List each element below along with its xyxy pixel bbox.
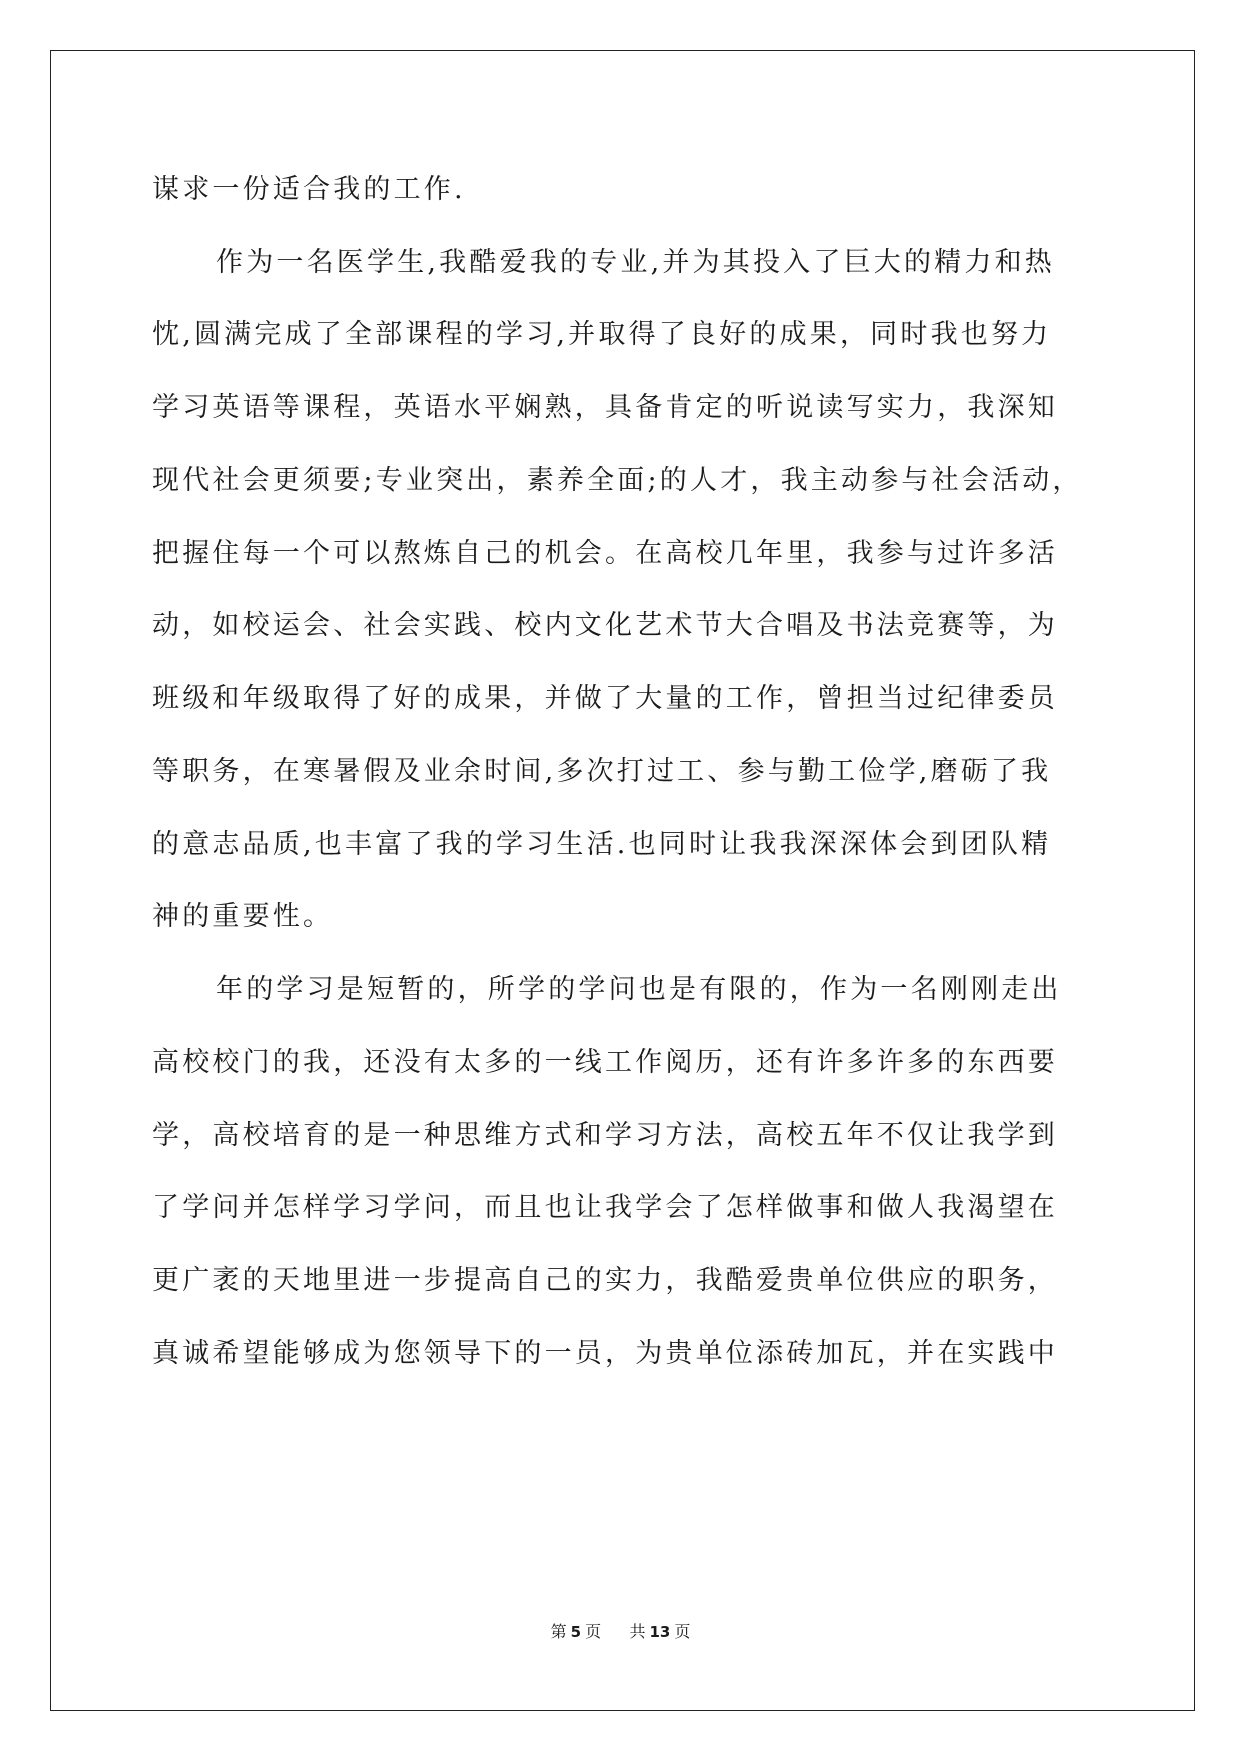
text-line: 了学问并怎样学习学问，而且也让我学会了怎样做事和做人我渴望在 (152, 1192, 1058, 1223)
page-suffix: 页 (585, 1622, 602, 1641)
text-line: 学习英语等课程，英语水平娴熟，具备肯定的听说读写实力，我深知 (152, 392, 1058, 423)
text-line: 谋求一份适合我的工作. (152, 174, 466, 205)
page-border (50, 50, 1195, 1711)
page-footer (0, 1622, 1241, 1642)
total-prefix: 共 (629, 1622, 646, 1641)
paragraph-start-line: 作为一名医学生,我酷爱我的专业,并为其投入了巨大的精力和热 (216, 247, 1055, 278)
text-line: 神的重要性。 (152, 901, 334, 932)
text-line: 现代社会更须要;专业突出，素养全面;的人才，我主动参与社会活动， (152, 465, 1083, 496)
text-line: 学，高校培育的是一种思维方式和学习方法，高校五年不仅让我学到 (152, 1120, 1058, 1151)
text-line: 等职务，在寒暑假及业余时间,多次打过工、参与勤工俭学,磨砺了我 (152, 756, 1052, 787)
text-line: 更广袤的天地里进一步提高自己的实力，我酷爱贵单位供应的职务， (152, 1265, 1058, 1296)
text-line: 高校校门的我，还没有太多的一线工作阅历，还有许多许多的东西要 (152, 1047, 1058, 1078)
text-line: 的意志品质,也丰富了我的学习生活.也同时让我我深深体会到团队精 (152, 829, 1052, 860)
total-pages-indicator (627, 1622, 692, 1641)
total-suffix: 页 (674, 1622, 691, 1641)
text-line: 班级和年级取得了好的成果，并做了大量的工作，曾担当过纪律委员 (152, 683, 1058, 714)
page-indicator (549, 1622, 603, 1641)
paragraph-start-line: 年的学习是短暂的，所学的学问也是有限的，作为一名刚刚走出 (216, 974, 1062, 1005)
page-number: 5 (570, 1623, 582, 1641)
page-prefix: 第 (550, 1622, 567, 1641)
text-line: 动，如校运会、社会实践、校内文化艺术节大合唱及书法竞赛等，为 (152, 610, 1058, 641)
text-line: 忱,圆满完成了全部课程的学习,并取得了良好的成果，同时我也努力 (152, 319, 1052, 350)
text-line: 真诚希望能够成为您领导下的一员，为贵单位添砖加瓦，并在实践中 (152, 1338, 1058, 1369)
total-page-number: 13 (649, 1623, 671, 1641)
text-line: 把握住每一个可以熬炼自己的机会。在高校几年里，我参与过许多活 (152, 538, 1058, 569)
